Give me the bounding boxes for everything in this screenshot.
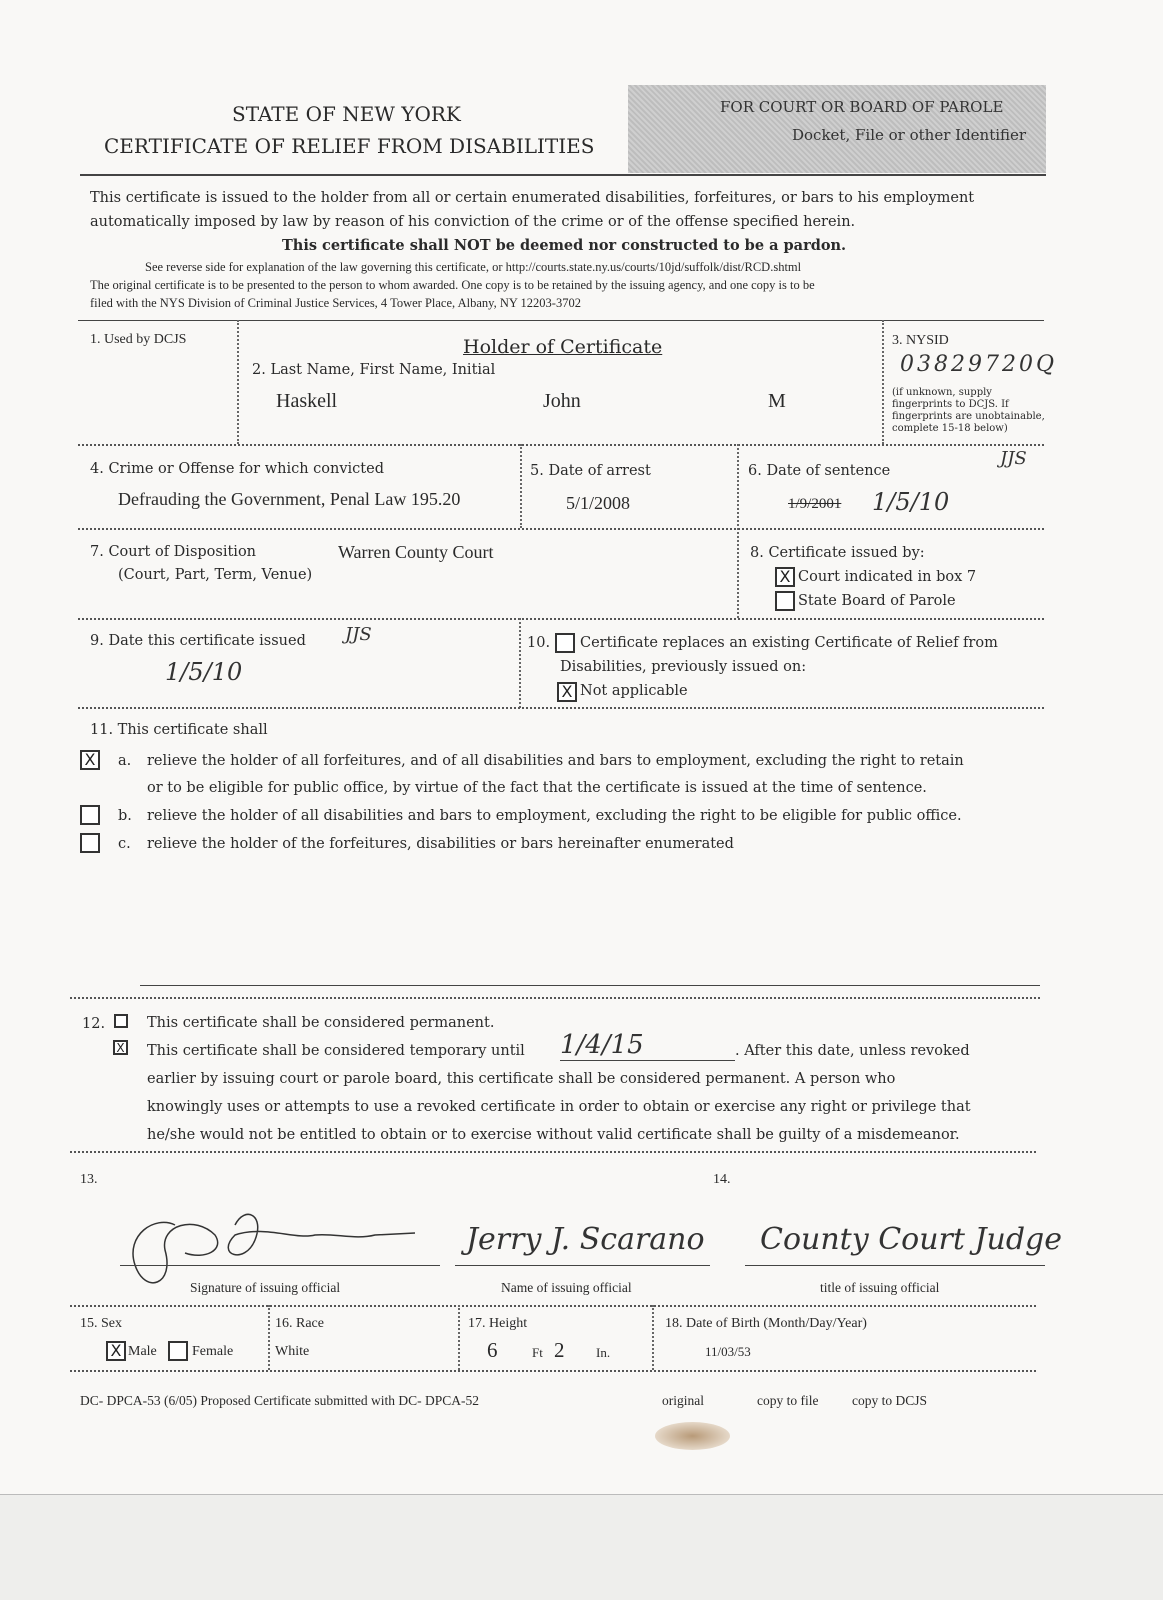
intro-text: This certificate is issued to the holder from all or certain enumerated disabilities, forfeitures, or bars to his employment	[90, 190, 975, 206]
arrest-date-field[interactable]: 5/1/2008	[566, 493, 631, 513]
option-b-text: relieve the holder of all disabilities and bars to employment, excluding the right to be eligible for public office.	[147, 808, 962, 824]
race-label: 16. Race	[275, 1316, 324, 1331]
female-checkbox[interactable]	[168, 1341, 188, 1361]
court-field[interactable]: Warren County Court	[338, 542, 494, 562]
temporary-checkbox[interactable]: X	[113, 1040, 128, 1055]
sentence-date-label: 6. Date of sentence	[748, 463, 891, 479]
replaces-label: Disabilities, previously issued on:	[560, 659, 807, 675]
option-letter: a.	[118, 753, 132, 769]
sentence-date-field[interactable]: 1/5/10	[872, 488, 950, 516]
copy-instructions: filed with the NYS Division of Criminal Justice Services, 4 Tower Place, Albany, NY 12203-3702	[90, 296, 581, 310]
official-title-field[interactable]: County Court Judge	[760, 1222, 1062, 1257]
male-label: Male	[128, 1344, 157, 1359]
name-label: Name of issuing official	[501, 1280, 632, 1295]
title-label: title of issuing official	[820, 1280, 940, 1295]
court-checkbox[interactable]: X	[775, 567, 795, 587]
first-name-field[interactable]: John	[543, 390, 581, 412]
section12-text: earlier by issuing court or parole board, this certificate shall be considered permanent. A person who	[147, 1071, 896, 1087]
nysid-field[interactable]: 03829720Q	[900, 352, 1058, 377]
female-label: Female	[192, 1344, 234, 1359]
replaces-checkbox[interactable]	[555, 633, 575, 653]
temporary-until-field[interactable]: 1/4/15	[560, 1030, 735, 1061]
permanent-checkbox[interactable]	[114, 1014, 128, 1028]
parole-option-label: State Board of Parole	[798, 593, 956, 609]
section12-text: he/she would not be entitled to obtain or to exercise without valid certificate shall be guilty of a misdemeanor.	[147, 1127, 960, 1143]
copy-to-file: copy to file	[757, 1393, 819, 1408]
dob-field[interactable]: 11/03/53	[705, 1344, 751, 1359]
state-heading: STATE OF NEW YORK	[232, 102, 461, 126]
section12-text: . After this date, unless revoked	[735, 1043, 970, 1059]
arrest-date-label: 5. Date of arrest	[530, 463, 651, 479]
option-c-checkbox[interactable]	[80, 833, 100, 853]
feet-label: Ft	[532, 1345, 543, 1360]
initial-field[interactable]: M	[768, 390, 786, 412]
official-name-field[interactable]: Jerry J. Scarano	[466, 1222, 705, 1257]
coffee-stain	[655, 1422, 730, 1450]
box1-label: 1. Used by DCJS	[90, 332, 187, 347]
race-field[interactable]: White	[275, 1344, 310, 1359]
offense-label: 4. Crime or Offense for which convicted	[90, 461, 384, 477]
dob-label: 18. Date of Birth (Month/Day/Year)	[665, 1316, 867, 1331]
option-letter: c.	[118, 836, 131, 852]
option-a-text: or to be eligible for public office, by virtue of the fact that the certificate is issued at the time of sentence.	[147, 780, 927, 796]
holder-heading: Holder of Certificate	[463, 336, 663, 358]
temporary-label: This certificate shall be considered temporary until	[147, 1043, 525, 1059]
not-applicable-checkbox[interactable]: X	[557, 682, 577, 702]
section12-number: 12.	[82, 1016, 106, 1032]
section11-label: 11. This certificate shall	[90, 722, 268, 738]
copy-to-dcjs: copy to DCJS	[852, 1393, 928, 1408]
sex-label: 15. Sex	[80, 1316, 122, 1331]
not-applicable-label: Not applicable	[580, 683, 688, 699]
nysid-note: (if unknown, supply fingerprints to DCJS. If fingerprints are unobtainable, complete 15-18 below)	[892, 387, 1045, 434]
section13-number: 13.	[80, 1172, 98, 1187]
issue-initials: JJS	[345, 624, 372, 645]
section14-number: 14.	[713, 1172, 731, 1187]
option-a-checkbox[interactable]: X	[80, 750, 100, 770]
last-name-field[interactable]: Haskell	[276, 390, 338, 412]
signature-label: Signature of issuing official	[190, 1280, 341, 1295]
nysid-label: 3. NYSID	[892, 333, 949, 348]
section12-text: knowingly uses or attempts to use a revoked certificate in order to obtain or exercise any right or privilege that	[147, 1099, 971, 1115]
name-label: 2. Last Name, First Name, Initial	[252, 362, 496, 378]
replaces-label: Certificate replaces an existing Certificate of Relief from	[580, 635, 998, 651]
height-inches-field[interactable]: 2	[554, 1338, 565, 1362]
parole-board-checkbox[interactable]	[775, 591, 795, 611]
height-label: 17. Height	[468, 1316, 528, 1331]
permanent-label: This certificate shall be considered permanent.	[147, 1015, 495, 1031]
law-reference: See reverse side for explanation of the law governing this certificate, or http://courts.state.ny.us/courts/10jd/suffolk/dist/RCD.shtml	[145, 260, 802, 274]
height-feet-field[interactable]: 6	[487, 1338, 498, 1362]
inches-label: In.	[596, 1345, 611, 1360]
box10-number: 10.	[527, 635, 551, 651]
option-b-checkbox[interactable]	[80, 805, 100, 825]
option-c-text: relieve the holder of the forfeitures, disabilities or bars hereinafter enumerated	[147, 836, 734, 852]
issued-by-label: 8. Certificate issued by:	[750, 545, 925, 561]
issue-date-field[interactable]: 1/5/10	[165, 658, 243, 686]
struck-sentence-date: 1/9/2001	[788, 496, 842, 512]
issue-date-label: 9. Date this certificate issued	[90, 633, 306, 649]
option-letter: b.	[118, 808, 132, 824]
option-a-text: relieve the holder of all forfeitures, and of all disabilities and bars to employment, excluding the right to retain	[147, 753, 964, 769]
document-title: CERTIFICATE OF RELIEF FROM DISABILITIES	[104, 134, 595, 158]
form-number: DC- DPCA-53 (6/05) Proposed Certificate submitted with DC- DPCA-52	[80, 1393, 479, 1408]
sentence-initials: JJS	[1000, 448, 1027, 469]
copy-original: original	[662, 1393, 704, 1408]
court-box-heading: FOR COURT OR BOARD OF PAROLE	[720, 98, 1004, 116]
copy-instructions: The original certificate is to be presented to the person to whom awarded. One copy is to be retained by the issuing agency, and one copy is to be	[90, 278, 815, 292]
court-option-label: Court indicated in box 7	[798, 569, 977, 585]
court-box-subheading: Docket, File or other Identifier	[792, 126, 1027, 144]
court-sublabel: (Court, Part, Term, Venue)	[118, 567, 313, 583]
intro-text: automatically imposed by law by reason of his conviction of the crime or of the offense specified herein.	[90, 214, 856, 230]
male-checkbox[interactable]: X	[106, 1341, 126, 1361]
court-label: 7. Court of Disposition	[90, 544, 257, 560]
offense-field[interactable]: Defrauding the Government, Penal Law 195.20	[118, 489, 461, 509]
pardon-notice: This certificate shall NOT be deemed nor constructed to be a pardon.	[282, 237, 847, 254]
